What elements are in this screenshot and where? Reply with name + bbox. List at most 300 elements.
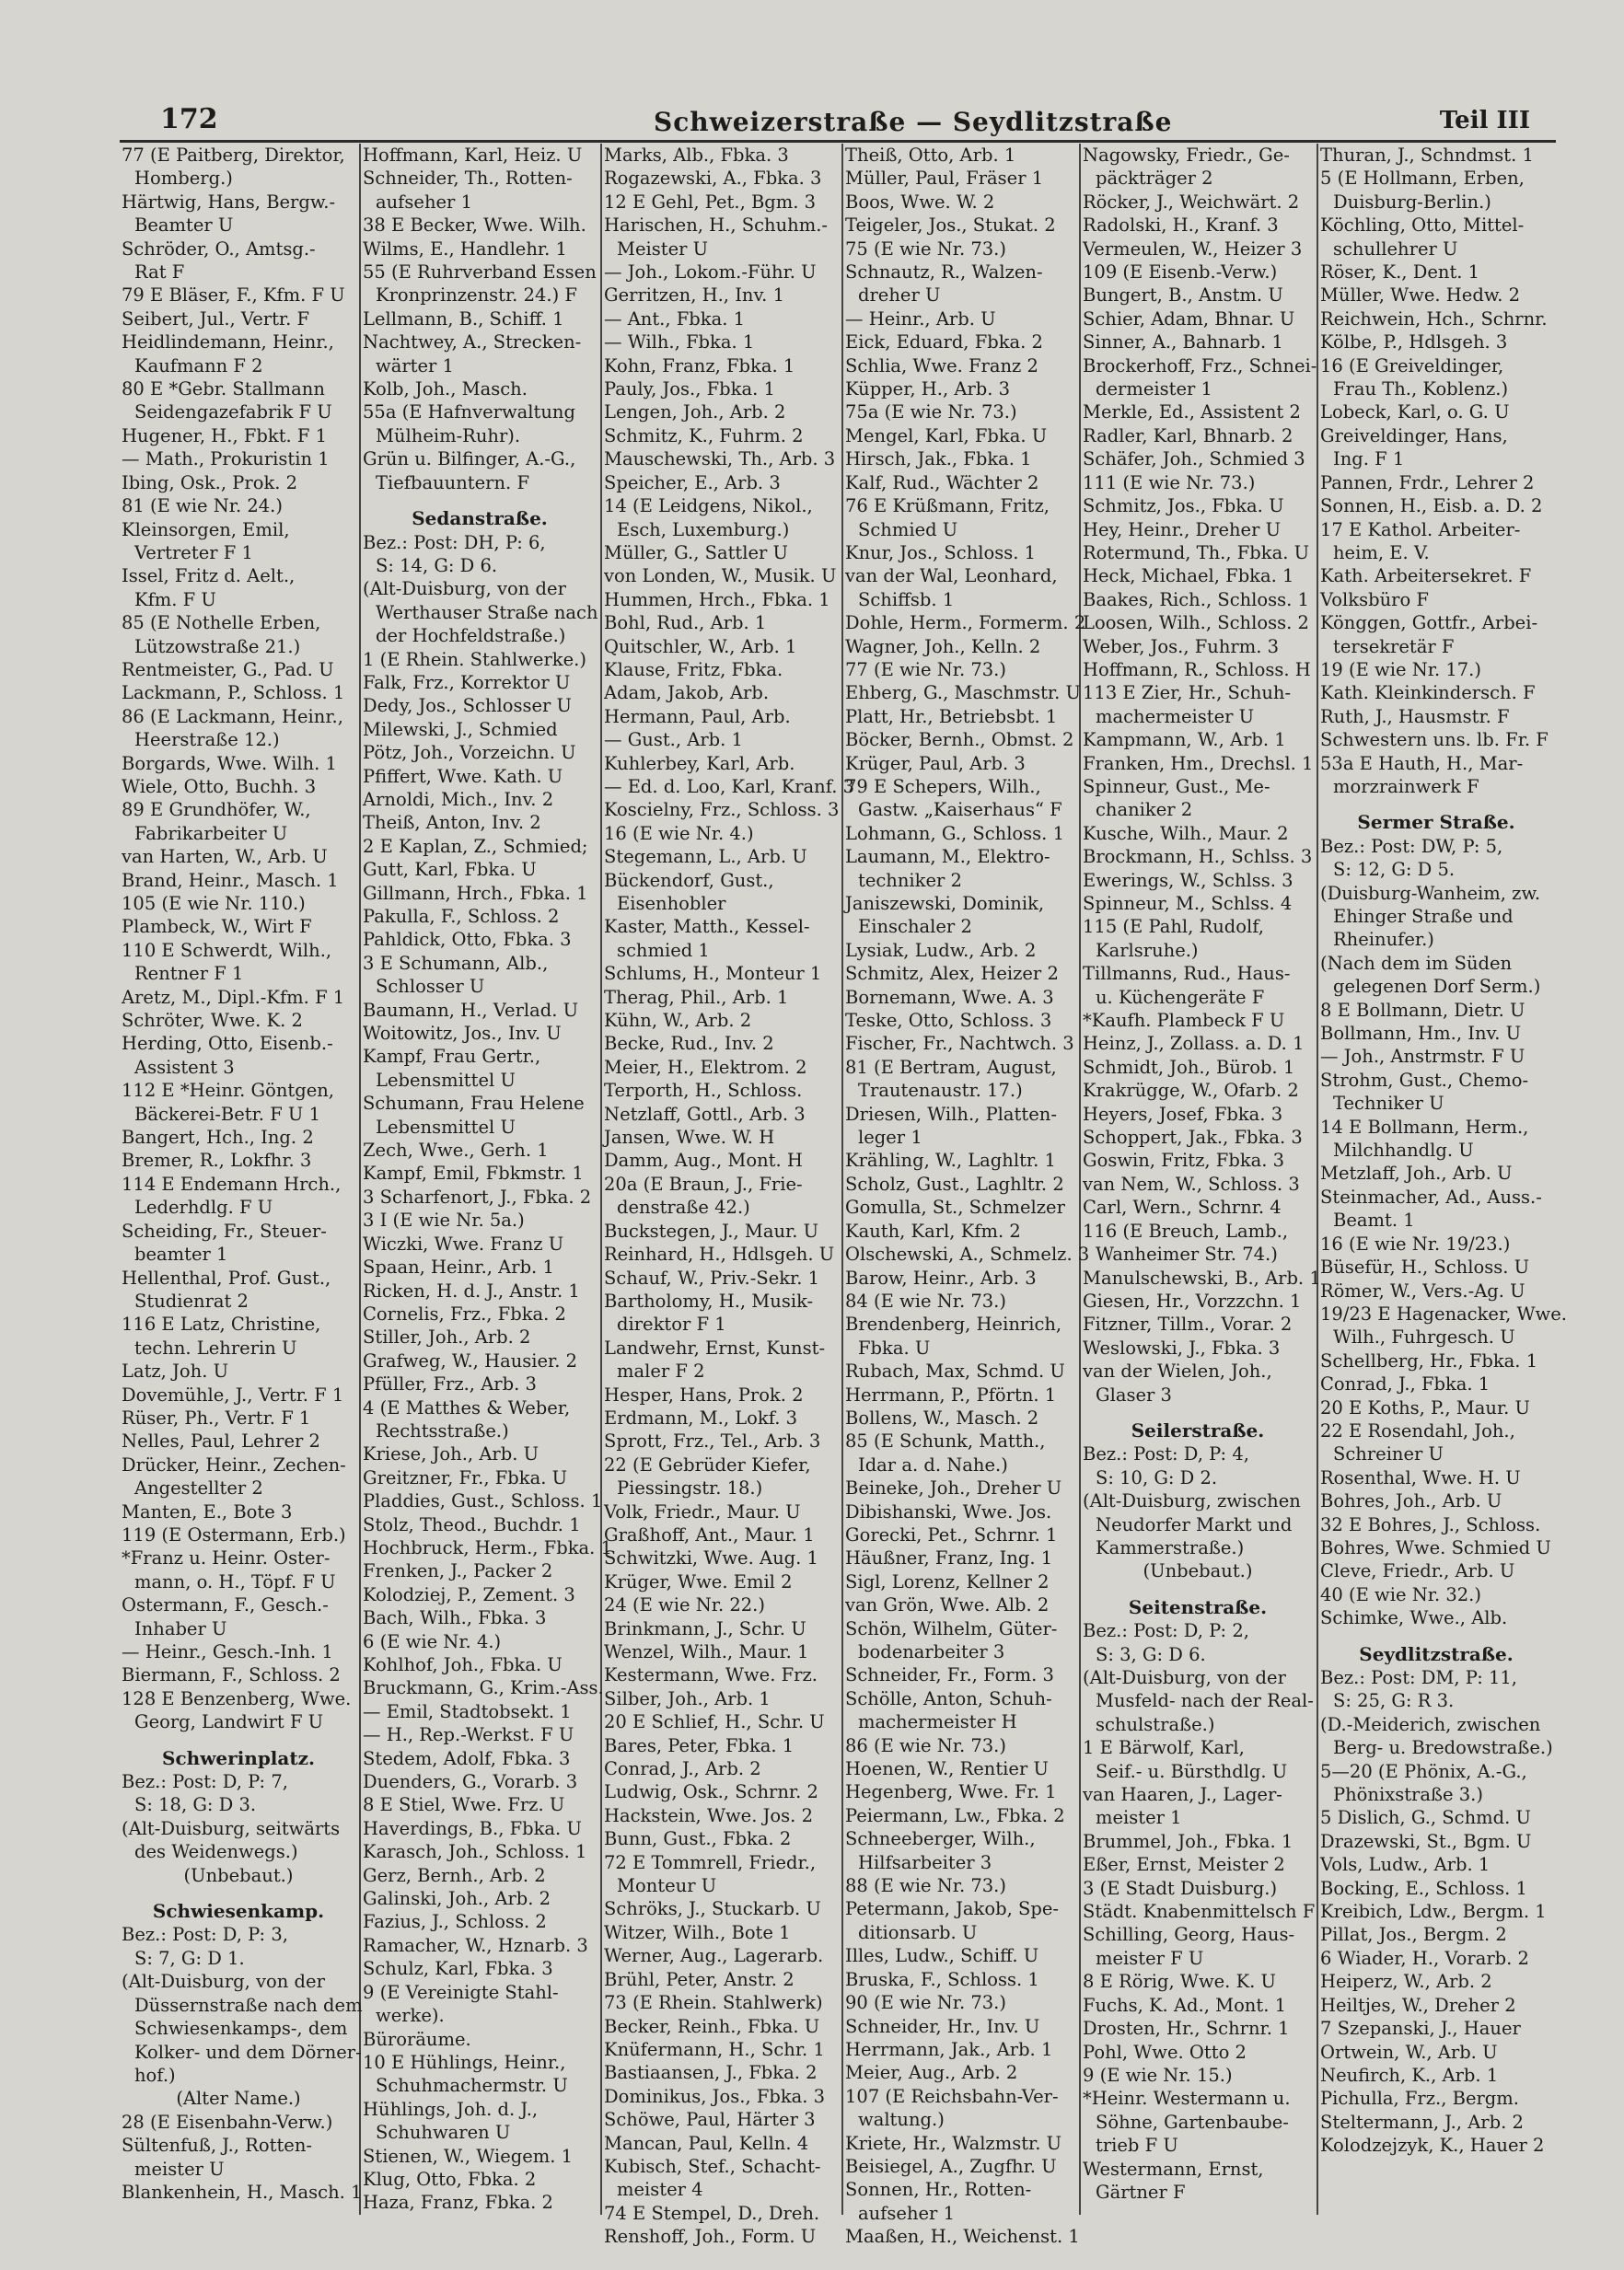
directory-entry: 10 E Hühlings, Heinr., — [363, 2051, 566, 2073]
directory-entry: 85 (E Schunk, Matth., — [845, 1430, 1046, 1453]
directory-entry: Kühn, W., Arb. 2 — [604, 1010, 752, 1032]
directory-entry: Scheiding, Fr., Steuer- — [122, 1220, 327, 1242]
directory-entry: Tillmanns, Rud., Haus- — [1083, 963, 1291, 985]
entry-continuation: gelegenen Dorf Serm.) — [1333, 976, 1541, 998]
directory-entry: Brendenberg, Heinrich, — [845, 1314, 1062, 1336]
directory-entry: 119 (E Ostermann, Erb.) — [122, 1523, 346, 1546]
street-heading: Seitenstraße. — [1128, 1595, 1268, 1618]
entry-continuation: Bäckerei-Betr. F U 1 — [134, 1103, 320, 1125]
directory-entry: *Heinr. Westermann u. — [1083, 2088, 1291, 2110]
directory-entry: 86 (E Lackmann, Heinr., — [122, 705, 343, 727]
directory-entry: Schier, Adam, Bhnar. U — [1083, 307, 1295, 330]
directory-entry: Pakulla, F., Schloss. 2 — [363, 906, 560, 927]
directory-entry: 6 (E wie Nr. 4.) — [363, 1630, 502, 1652]
directory-entry: Schröks, J., Stuckarb. U — [604, 1898, 821, 1920]
directory-entry: Kriete, Hr., Walzmstr. U — [845, 2132, 1062, 2154]
directory-entry: — Joh., Lokom.-Führ. U — [604, 261, 817, 284]
entry-continuation: Werthauser Straße nach — [376, 601, 598, 623]
directory-entry: Becker, Reinh., Fbka. U — [604, 2015, 820, 2037]
directory-entry: Pötz, Joh., Vorzeichn. U — [363, 742, 576, 764]
directory-entry: Jansen, Wwe. W. H — [604, 1127, 775, 1149]
directory-entry: — Gust., Arb. 1 — [604, 729, 743, 751]
directory-entry: Teigeler, Jos., Stukat. 2 — [845, 214, 1056, 237]
entry-continuation: Frau Th., Koblenz.) — [1333, 378, 1509, 400]
directory-entry: 20a (E Braun, J., Frie- — [604, 1173, 803, 1195]
directory-entry: Wilms, E., Handlehr. 1 — [363, 237, 567, 260]
directory-entry: Vermeulen, W., Heizer 3 — [1083, 237, 1303, 260]
entry-continuation: techniker 2 — [858, 869, 962, 891]
volume-part: Teil III — [1439, 107, 1530, 134]
directory-entry: Volk, Friedr., Maur. U — [604, 1500, 801, 1523]
directory-entry: Bartholomy, H., Musik- — [604, 1290, 814, 1312]
entry-continuation: Kfm. F U — [134, 588, 216, 610]
directory-entry: Petermann, Jakob, Spe- — [845, 1898, 1059, 1920]
directory-entry: Ehberg, G., Maschmstr. U — [845, 682, 1081, 704]
directory-entry: Schäfer, Joh., Schmied 3 — [1083, 448, 1305, 470]
directory-entry: Bückendorf, Gust., — [604, 869, 774, 891]
directory-entry: Merkle, Ed., Assistent 2 — [1083, 401, 1301, 423]
directory-entry: Hesper, Hans, Prok. 2 — [604, 1384, 804, 1406]
directory-entry: Bruckmann, G., Krim.-Ass. — [363, 1677, 604, 1699]
directory-entry: Quitschler, W., Arb. 1 — [604, 635, 797, 657]
directory-entry: 40 (E wie Nr. 32.) — [1320, 1583, 1481, 1605]
directory-entry: 80 E *Gebr. Stallmann — [122, 378, 325, 400]
entry-continuation: Assistent 3 — [134, 1056, 235, 1078]
street-heading: Sermer Straße. — [1357, 811, 1515, 834]
directory-entry: Schmitz, Alex, Heizer 2 — [845, 963, 1059, 985]
directory-entry: Bez.: Post: DM, P: 11, — [1320, 1667, 1517, 1688]
directory-entry: van Grön, Wwe. Alb. 2 — [845, 1594, 1050, 1616]
directory-entry: Vols, Ludw., Arb. 1 — [1320, 1854, 1491, 1876]
directory-entry: Driesen, Wilh., Platten- — [845, 1103, 1057, 1125]
entry-continuation: beamter 1 — [134, 1244, 228, 1266]
directory-entry: Graßhoff, Ant., Maur. 1 — [604, 1523, 815, 1546]
directory-entry: Bocking, E., Schloss. 1 — [1320, 1877, 1527, 1899]
directory-entry: (Alt-Duisburg, von der — [1083, 1667, 1286, 1688]
directory-entry: van der Wielen, Joh., — [1083, 1361, 1272, 1383]
directory-entry: Dibishanski, Wwe. Jos. — [845, 1500, 1052, 1523]
entry-continuation: Schlosser U — [376, 976, 485, 998]
directory-entry: Giesen, Hr., Vorzzchn. 1 — [1083, 1290, 1302, 1312]
directory-entry: Bungert, B., Anstm. U — [1083, 284, 1283, 307]
directory-entry: Rotermund, Th., Fbka. U — [1083, 541, 1310, 563]
directory-entry: Kubisch, Stef., Schacht- — [604, 2155, 821, 2177]
directory-entry: Volksbüro F — [1320, 588, 1429, 610]
directory-entry: Nachtwey, A., Strecken- — [363, 331, 582, 353]
page-header — [120, 103, 1556, 143]
directory-entry: Ramacher, W., Hznarb. 3 — [363, 1934, 588, 1956]
directory-entry: Kusche, Wilh., Maur. 2 — [1083, 822, 1289, 844]
directory-entry: Sigl, Lorenz, Kellner 2 — [845, 1570, 1050, 1592]
directory-entry: Hegenberg, Wwe. Fr. 1 — [845, 1781, 1057, 1803]
directory-entry: 55 (E Ruhrverband Essen — [363, 261, 597, 284]
directory-entry: 24 (E wie Nr. 22.) — [604, 1594, 765, 1616]
entry-continuation: Fbka. U — [858, 1337, 931, 1359]
directory-entry: Röser, K., Dent. 1 — [1320, 261, 1480, 284]
directory-entry: 8 E Bollmann, Dietr. U — [1320, 999, 1525, 1021]
entry-continuation: machermeister U — [1096, 705, 1255, 727]
directory-entry: Weslowski, J., Fbka. 3 — [1083, 1337, 1281, 1359]
directory-entry: Zech, Wwe., Gerh. 1 — [363, 1140, 549, 1162]
entry-continuation: direktor F 1 — [617, 1314, 726, 1336]
directory-entry: Mengel, Karl, Fbka. U — [845, 424, 1048, 446]
directory-entry: Heiperz, W., Arb. 2 — [1320, 1971, 1492, 1993]
directory-entry: Hochbruck, Herm., Fbka. 1 — [363, 1536, 612, 1558]
directory-entry: Müller, G., Sattler U — [604, 541, 788, 563]
directory-entry: Ewerings, W., Schlss. 3 — [1083, 869, 1293, 891]
directory-entry: Baakes, Rich., Schloss. 1 — [1083, 588, 1309, 610]
directory-entry: Lysiak, Ludw., Arb. 2 — [845, 939, 1037, 961]
directory-entry: Meier, H., Elektrom. 2 — [604, 1056, 807, 1078]
entry-continuation: Rheinufer.) — [1333, 929, 1434, 951]
directory-entry: Kohlhof, Joh., Fbka. U — [363, 1654, 563, 1675]
directory-entry: Boos, Wwe. W. 2 — [845, 191, 995, 213]
directory-entry: Kauth, Karl, Kfm. 2 — [845, 1220, 1021, 1242]
directory-entry: 72 E Tommrell, Friedr., — [604, 1851, 817, 1873]
directory-entry: Heinz, J., Zollass. a. D. 1 — [1083, 1033, 1305, 1055]
directory-entry: Gerritzen, H., Inv. 1 — [604, 284, 784, 307]
directory-entry: van der Wal, Leonhard, — [845, 565, 1058, 587]
directory-entry: Hirsch, Jak., Fbka. 1 — [845, 448, 1032, 470]
directory-entry: Hoffmann, R., Schloss. H — [1083, 658, 1311, 680]
directory-entry: Hermann, Paul, Arb. — [604, 705, 791, 727]
directory-entry: Ibing, Osk., Prok. 2 — [122, 471, 298, 493]
directory-entry: Becke, Rud., Inv. 2 — [604, 1033, 774, 1055]
directory-entry: Hühlings, Joh. d. J., — [363, 2098, 539, 2120]
directory-entry: 17 E Kathol. Arbeiter- — [1320, 518, 1521, 540]
entry-continuation: u. Küchengeräte F — [1096, 986, 1265, 1008]
directory-entry: 110 E Schwerdt, Wilh., — [122, 939, 332, 961]
directory-entry: Schön, Wilhelm, Güter- — [845, 1617, 1058, 1639]
directory-entry: Arnoldi, Mich., Inv. 2 — [363, 788, 554, 810]
directory-entry: Schneider, Th., Rotten- — [363, 168, 573, 190]
directory-entry: 32 E Bohres, J., Schloss. — [1320, 1513, 1541, 1535]
directory-entry: Plambeck, W., Wirt F — [122, 916, 312, 938]
directory-entry: Bruska, F., Schloss. 1 — [845, 1968, 1039, 1990]
entry-continuation: meister U — [134, 2158, 225, 2180]
entry-continuation: ditionsarb. U — [858, 1921, 978, 1943]
directory-entry: Cleve, Friedr., Arb. U — [1320, 1560, 1515, 1582]
directory-entry: Kestermann, Wwe. Frz. — [604, 1664, 818, 1686]
directory-entry: Drazewski, St., Bgm. U — [1320, 1830, 1532, 1852]
entry-continuation: meister 1 — [1096, 1807, 1182, 1829]
directory-entry: Harischen, H., Schuhm.- — [604, 214, 829, 237]
directory-entry: Ricken, H. d. J., Anstr. 1 — [363, 1280, 580, 1302]
entry-continuation: Schuhwaren U — [376, 2122, 511, 2144]
directory-entry: 86 (E wie Nr. 73.) — [845, 1734, 1006, 1756]
directory-entry: Bach, Wilh., Fbka. 3 — [363, 1607, 547, 1629]
directory-entry: Stiller, Joh., Arb. 2 — [363, 1326, 531, 1349]
directory-entry: Steinmacher, Ad., Auss.- — [1320, 1186, 1542, 1208]
directory-entry: Eßer, Ernst, Meister 2 — [1083, 1854, 1285, 1876]
directory-entry: Müller, Wwe. Hedw. 2 — [1320, 284, 1520, 307]
directory-entry: 111 (E wie Nr. 73.) — [1083, 471, 1256, 493]
directory-entry: Fitzner, Tillm., Vorar. 2 — [1083, 1314, 1293, 1336]
directory-entry: Witzer, Wilh., Bote 1 — [604, 1921, 791, 1943]
directory-entry: van Nem, W., Schloss. 3 — [1083, 1173, 1300, 1195]
directory-entry: Wiele, Otto, Buchh. 3 — [122, 775, 317, 797]
directory-entry: Drosten, Hr., Schrnr. 1 — [1083, 2018, 1290, 2040]
directory-entry: Schwestern uns. lb. Fr. F — [1320, 729, 1549, 751]
entry-continuation: Schreiner U — [1333, 1443, 1444, 1465]
entry-continuation: S: 25, G: R 3. — [1333, 1690, 1455, 1712]
directory-entry: (Duisburg-Wanheim, zw. — [1320, 882, 1541, 904]
entry-continuation: Rechtsstraße.) — [376, 1419, 509, 1442]
directory-entry: Borgards, Wwe. Wilh. 1 — [122, 752, 337, 774]
directory-entry: Teske, Otto, Schloss. 3 — [845, 1010, 1052, 1032]
directory-entry: Netzlaff, Gottl., Arb. 3 — [604, 1103, 806, 1125]
entry-continuation: meister F U — [1096, 1947, 1204, 1969]
directory-entry: Könggen, Gottfr., Arbei- — [1320, 612, 1538, 634]
directory-entry: Haza, Franz, Fbka. 2 — [363, 2192, 553, 2214]
directory-entry: Bollmann, Hm., Inv. U — [1320, 1023, 1522, 1045]
directory-entry: Rubach, Max, Schmd. U — [845, 1361, 1065, 1383]
directory-entry: Ludwig, Osk., Schrnr. 2 — [604, 1781, 818, 1803]
directory-entry: Schulz, Karl, Fbka. 3 — [363, 1958, 553, 1980]
directory-entry: 1 (E Rhein. Stahlwerke.) — [363, 648, 586, 670]
directory-entry: 3 (E Stadt Duisburg.) — [1083, 1877, 1278, 1899]
directory-entry: Pichulla, Frz., Bergm. — [1320, 2088, 1519, 2110]
directory-entry: Haverdings, B., Fbka. U — [363, 1817, 582, 1839]
directory-entry: Bares, Peter, Fbka. 1 — [604, 1734, 795, 1756]
directory-entry: Schneeberger, Wilh., — [845, 1828, 1036, 1850]
directory-entry: 75 (E wie Nr. 73.) — [845, 237, 1006, 260]
directory-entry: Fuchs, K. Ad., Mont. 1 — [1083, 1994, 1287, 2016]
entry-continuation: S: 10, G: D 2. — [1096, 1466, 1218, 1488]
directory-entry: 74 E Stempel, D., Dreh. — [604, 2202, 820, 2224]
directory-entry: Heidlindemann, Heinr., — [122, 331, 334, 353]
directory-entry: Fazius, J., Schloss. 2 — [363, 1911, 547, 1933]
entry-continuation: S: 18, G: D 3. — [134, 1794, 257, 1816]
directory-entry: — Emil, Stadtobsekt. 1 — [363, 1700, 572, 1722]
directory-entry: Grün u. Bilfinger, A.-G., — [363, 448, 576, 470]
directory-entry: (Alt-Duisburg, zwischen — [1083, 1490, 1301, 1512]
directory-entry: von Londen, W., Musik. U — [604, 565, 837, 587]
entry-continuation: Inhaber U — [134, 1617, 227, 1639]
directory-entry: Dohle, Herm., Formerm. 2 — [845, 612, 1086, 634]
directory-entry: Klug, Otto, Fbka. 2 — [363, 2168, 537, 2190]
directory-entry: Kohn, Franz, Fbka. 1 — [604, 354, 795, 376]
directory-entry: Beineke, Joh., Dreher U — [845, 1477, 1062, 1500]
directory-entry: 109 (E Eisenb.-Verw.) — [1083, 261, 1278, 284]
column-3 — [602, 144, 855, 2248]
directory-entry: Nelles, Paul, Lehrer 2 — [122, 1430, 320, 1453]
entry-continuation: S: 3, G: D 6. — [1096, 1643, 1206, 1665]
directory-entry: Bez.: Post: D, P: 7, — [122, 1771, 288, 1793]
directory-entry: Pillat, Jos., Bergm. 2 — [1320, 1924, 1507, 1946]
directory-entry: 79 E Bläser, F., Kfm. F U — [122, 284, 345, 307]
directory-entry: Schilling, Georg, Haus- — [1083, 1924, 1295, 1946]
entry-continuation: mann, o. H., Töpf. F U — [134, 1570, 336, 1592]
directory-entry: Stienen, W., Wiegem. 1 — [363, 2145, 574, 2167]
directory-entry: van Harten, W., Arb. U — [122, 846, 328, 868]
directory-entry: *Franz u. Heinr. Oster- — [122, 1547, 331, 1569]
entry-continuation: wärter 1 — [376, 354, 454, 376]
directory-entry: 8 E Rörig, Wwe. K. U — [1083, 1971, 1276, 1993]
entry-continuation: Schiffsb. 1 — [858, 588, 955, 610]
entry-continuation: päckträger 2 — [1096, 168, 1213, 190]
directory-entry: 55a (E Hafnverwaltung — [363, 401, 575, 423]
entry-continuation: Wilh., Fuhrgesch. U — [1333, 1326, 1515, 1349]
directory-entry: Bohl, Rud., Arb. 1 — [604, 612, 767, 634]
directory-entry: Gutt, Karl, Fbka. U — [363, 859, 537, 881]
directory-entry: 2 E Kaplan, Z., Schmied; — [363, 835, 588, 857]
directory-entry: Rentmeister, G., Pad. U — [122, 658, 334, 680]
entry-continuation: aufseher 1 — [858, 2202, 955, 2224]
directory-entry: Kampf, Frau Gertr., — [363, 1046, 541, 1068]
directory-entry: Manulschewski, B., Arb. 1 — [1083, 1267, 1321, 1289]
directory-entry: Hellenthal, Prof. Gust., — [122, 1267, 331, 1289]
entry-continuation: trieb F U — [1096, 2135, 1178, 2157]
entry-continuation: Einschaler 2 — [858, 916, 972, 938]
directory-entry: — H., Rep.-Werkst. F U — [363, 1724, 574, 1746]
column-6 — [1318, 144, 1567, 2215]
directory-entry: Römer, W., Vers.-Ag. U — [1320, 1280, 1525, 1302]
entry-continuation: schullehrer U — [1333, 237, 1458, 260]
entry-continuation: Neudorfer Markt und — [1096, 1513, 1293, 1535]
directory-entry: Platt, Hr., Betriebsbt. 1 — [845, 705, 1058, 727]
entry-continuation: Rentner F 1 — [134, 963, 244, 985]
entry-continuation: meister 4 — [617, 2179, 703, 2201]
entry-continuation: Angestellter 2 — [134, 1477, 263, 1500]
directory-entry: (Alt-Duisburg, von der — [363, 578, 566, 600]
directory-entry: Biermann, F., Schloss. 2 — [122, 1664, 341, 1686]
directory-entry: Carl, Wern., Schrnr. 4 — [1083, 1197, 1282, 1219]
directory-entry: Herding, Otto, Eisenb.- — [122, 1033, 333, 1055]
directory-entry: Beisiegel, A., Zugfhr. U — [845, 2155, 1057, 2177]
directory-entry: Woitowitz, Jos., Inv. U — [363, 1023, 562, 1045]
directory-entry: Brühl, Peter, Anstr. 2 — [604, 1968, 795, 1990]
directory-entry: 8 E Stiel, Wwe. Frz. U — [363, 1794, 565, 1816]
directory-entry: Stegemann, L., Arb. U — [604, 846, 807, 868]
directory-entry: 116 E Latz, Christine, — [122, 1314, 321, 1336]
directory-entry: 73 (E Rhein. Stahlwerk) — [604, 1992, 823, 2014]
entry-continuation: hof.) — [134, 2064, 176, 2086]
directory-entry: Pahldick, Otto, Fbka. 3 — [363, 929, 572, 951]
directory-entry: Dovemühle, J., Vertr. F 1 — [122, 1384, 344, 1406]
directory-entry: Speicher, E., Arb. 3 — [604, 471, 781, 493]
directory-entry: Schwitzki, Wwe. Aug. 1 — [604, 1547, 818, 1569]
entry-continuation: Gastw. „Kaiserhaus“ F — [858, 799, 1062, 821]
entry-continuation: Tiefbauuntern. F — [376, 471, 529, 493]
directory-entry: Schröder, O., Amtsg.- — [122, 237, 316, 260]
entry-continuation: Georg, Landwirt F U — [134, 1711, 324, 1733]
page-number: 172 — [160, 103, 218, 135]
directory-entry: 6 Wiader, H., Vorarb. 2 — [1320, 1947, 1529, 1969]
directory-entry: Büroräume. — [363, 2028, 471, 2050]
directory-entry: Ortwein, W., Arb. U — [1320, 2041, 1498, 2063]
directory-entry: 1 E Bärwolf, Karl, — [1083, 1737, 1245, 1759]
entry-continuation: Duisburg-Berlin.) — [1333, 191, 1491, 213]
entry-continuation: dermeister 1 — [1096, 378, 1212, 400]
entry-continuation: Seidengazefabrik F U — [134, 401, 332, 423]
directory-entry: 53a E Hauth, H., Mar- — [1320, 752, 1524, 774]
directory-entry: Kuhlerbey, Karl, Arb. — [604, 752, 795, 774]
directory-entry: Kath. Arbeitersekret. F — [1320, 565, 1532, 587]
directory-entry: 77 (E Paitberg, Direktor, — [122, 145, 345, 166]
directory-entry: Bez.: Post: D, P: 3, — [122, 1924, 288, 1946]
directory-entry: Milewski, J., Schmied — [363, 718, 558, 740]
page-title: Schweizerstraße — Seydlitzstraße — [654, 107, 1173, 137]
directory-entry: Marks, Alb., Fbka. 3 — [604, 145, 789, 166]
directory-entry: Ruth, J., Hausmstr. F — [1320, 705, 1510, 727]
directory-entry: Bez.: Post: DW, P: 5, — [1320, 835, 1503, 857]
directory-entry: — Ant., Fbka. 1 — [604, 307, 746, 330]
directory-entry: — Joh., Anstrmstr. F U — [1320, 1046, 1525, 1068]
directory-entry: Schneider, Hr., Inv. U — [845, 2015, 1040, 2037]
column-5 — [1081, 144, 1321, 2215]
street-note: (Unbebaut.) — [183, 1864, 294, 1886]
entry-continuation: Kronprinzenstr. 24.) F — [376, 284, 577, 307]
directory-entry: 16 (E wie Nr. 4.) — [604, 822, 754, 844]
entry-continuation: Piessingstr. 18.) — [617, 1477, 763, 1500]
directory-entry: Erdmann, M., Lokf. 3 — [604, 1407, 798, 1429]
directory-entry: Schröter, Wwe. K. 2 — [122, 1010, 303, 1032]
directory-entry: Schoppert, Jak., Fbka. 3 — [1083, 1127, 1303, 1149]
directory-entry: 113 E Zier, Hr., Schuh- — [1083, 682, 1292, 704]
entry-continuation: schmied 1 — [617, 939, 710, 961]
directory-entry: 14 (E Leidgens, Nikol., — [604, 495, 813, 517]
directory-entry: — Math., Prokuristin 1 — [122, 448, 330, 470]
directory-entry: Schellberg, Hr., Fbka. 1 — [1320, 1349, 1538, 1372]
directory-entry: Rosenthal, Wwe. H. U — [1320, 1466, 1521, 1488]
directory-entry: 3 Scharfenort, J., Fbka. 2 — [363, 1186, 592, 1208]
entry-continuation: Homberg.) — [134, 168, 233, 190]
street-heading: Seilerstraße. — [1131, 1419, 1265, 1442]
directory-entry: *Kaufh. Plambeck F U — [1083, 1010, 1285, 1032]
directory-entry: Baumann, H., Verlad. U — [363, 999, 579, 1021]
directory-entry: (Alt-Duisburg, seitwärts — [122, 1817, 341, 1839]
entry-continuation: denstraße 42.) — [617, 1197, 750, 1219]
entry-continuation: chaniker 2 — [1096, 799, 1193, 821]
directory-entry: Eick, Eduard, Fbka. 2 — [845, 331, 1043, 353]
directory-entry: Gorecki, Pet., Schrnr. 1 — [845, 1523, 1058, 1546]
directory-entry: Bez.: Post: D, P: 2, — [1083, 1620, 1249, 1642]
directory-entry: Buckstegen, J., Maur. U — [604, 1220, 819, 1242]
directory-entry: Brockmann, H., Schlss. 3 — [1083, 846, 1313, 868]
entry-continuation: Schwiesenkamps-, dem — [134, 2018, 348, 2040]
entry-continuation: Rat F — [134, 261, 185, 284]
directory-entry: (Nach dem im Süden — [1320, 952, 1513, 974]
entry-continuation: der Hochfeldstraße.) — [376, 625, 566, 647]
column-4 — [843, 144, 1090, 2248]
directory-entry: Köchling, Otto, Mittel- — [1320, 214, 1525, 237]
entry-continuation: morzrainwerk F — [1333, 775, 1479, 797]
street-heading: Schwiesenkamp. — [152, 1900, 325, 1923]
entry-continuation: Berg- u. Bredowstraße.) — [1333, 1737, 1553, 1759]
entry-continuation: bodenarbeiter 3 — [858, 1641, 1005, 1662]
directory-entry: 105 (E wie Nr. 110.) — [122, 893, 306, 914]
directory-entry: Lobeck, Karl, o. G. U — [1320, 401, 1510, 423]
directory-entry: (D.-Meiderich, zwischen — [1320, 1713, 1541, 1735]
directory-entry: Hey, Heinr., Dreher U — [1083, 518, 1282, 540]
directory-entry: 3 E Schumann, Alb., — [363, 952, 549, 974]
directory-entry: 84 (E wie Nr. 73.) — [845, 1290, 1006, 1312]
directory-entry: Spinneur, Gust., Me- — [1083, 775, 1270, 797]
directory-entry: Sonnen, H., Eisb. a. D. 2 — [1320, 495, 1543, 517]
directory-entry: Dominikus, Jos., Fbka. 3 — [604, 2085, 826, 2107]
directory-entry: Schölle, Anton, Schuh- — [845, 1687, 1052, 1709]
directory-entry: Werner, Aug., Lagerarb. — [604, 1945, 824, 1967]
directory-entry: Lengen, Joh., Arb. 2 — [604, 401, 786, 423]
entry-continuation: leger 1 — [858, 1127, 922, 1149]
directory-entry: Weber, Jos., Fuhrm. 3 — [1083, 635, 1280, 657]
directory-entry: Sprott, Frz., Tel., Arb. 3 — [604, 1430, 821, 1453]
directory-entry: Landwehr, Ernst, Kunst- — [604, 1337, 826, 1359]
directory-entry: Herrmann, Jak., Arb. 1 — [845, 2038, 1053, 2060]
directory-entry: Neufirch, K., Arb. 1 — [1320, 2064, 1499, 2086]
entry-continuation: maler F 2 — [617, 1361, 705, 1383]
